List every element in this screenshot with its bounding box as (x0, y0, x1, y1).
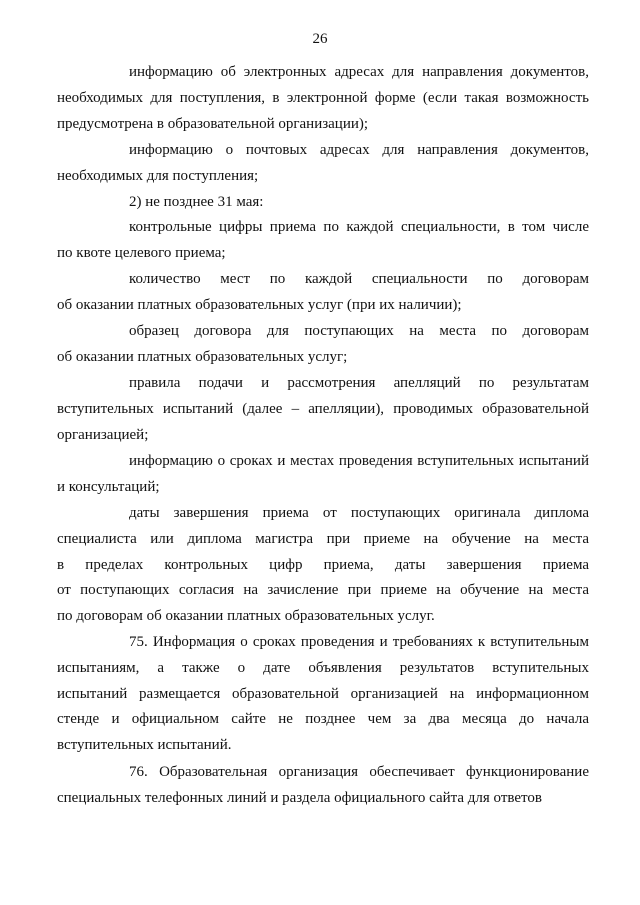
paragraph (57, 138, 589, 190)
text-line: об оказании платных образовательных услуг (при их наличии); (57, 296, 462, 313)
text-line: необходимых для поступления; (57, 167, 259, 184)
text-line: об оказании платных образовательных услуг; (57, 348, 348, 365)
text-line: необходимых для поступления, в электронной форме (если такая возможность (57, 89, 589, 106)
text-line: контрольные цифры приема по каждой специальности, в том числе (129, 219, 589, 235)
paragraph (57, 449, 589, 501)
paragraph (57, 60, 589, 137)
paragraph (57, 267, 589, 319)
text-line: специалиста или диплома магистра при приеме на обучение на места (57, 530, 589, 547)
text-line: вступительных испытаний. (57, 737, 232, 754)
text-line: вступительных испытаний (далее – апелляции), проводимых образовательной (57, 400, 589, 417)
text-line: даты завершения приема от поступающих оригинала диплома (129, 505, 589, 521)
text-line: организацией; (57, 426, 149, 443)
text-line: по договорам об оказании платных образовательных услуг. (57, 608, 435, 625)
paragraph (57, 319, 589, 371)
text-line: в пределах контрольных цифр приема, даты завершения приема (57, 556, 589, 573)
paragraph (57, 371, 589, 448)
text-line: 2) не позднее 31 мая: (129, 194, 264, 210)
text-line: 75. Информация о сроках проведения и требованиях к вступительным (129, 634, 589, 650)
text-line: информацию об электронных адресах для направления документов, (129, 64, 589, 80)
paragraph (57, 215, 589, 267)
paragraph (57, 760, 589, 812)
text-line: по квоте целевого приема; (57, 244, 226, 261)
paragraph (57, 501, 589, 630)
text-line: и консультаций; (57, 478, 160, 495)
text-line: 76. Образовательная организация обеспечивает функционирование (129, 764, 589, 780)
text-line: стенде и официальном сайте не позднее чем за два месяца до начала (57, 711, 589, 728)
text-line: информацию о сроках и местах проведения вступительных испытаний (129, 453, 589, 469)
text-line: предусмотрена в образовательной организации); (57, 115, 369, 132)
text-line: специальных телефонных линий и раздела официального сайта для ответов (57, 789, 542, 806)
text-line: образец договора для поступающих на места по договорам (129, 323, 589, 339)
paragraph (93, 190, 589, 216)
text-line: испытаниям, а также о дате объявления результатов вступительных (57, 659, 589, 676)
page-number: 26 (312, 31, 328, 47)
text-line: информацию о почтовых адресах для направления документов, (129, 142, 589, 158)
text-line: испытаний размещается образовательной организацией на информационном (57, 685, 589, 702)
text-line: количество мест по каждой специальности по договорам (129, 271, 589, 287)
text-line: правила подачи и рассмотрения апелляций по результатам (129, 375, 589, 391)
text-line: от поступающих согласия на зачисление при приеме на обучение на места (57, 582, 589, 599)
paragraph (57, 630, 589, 759)
